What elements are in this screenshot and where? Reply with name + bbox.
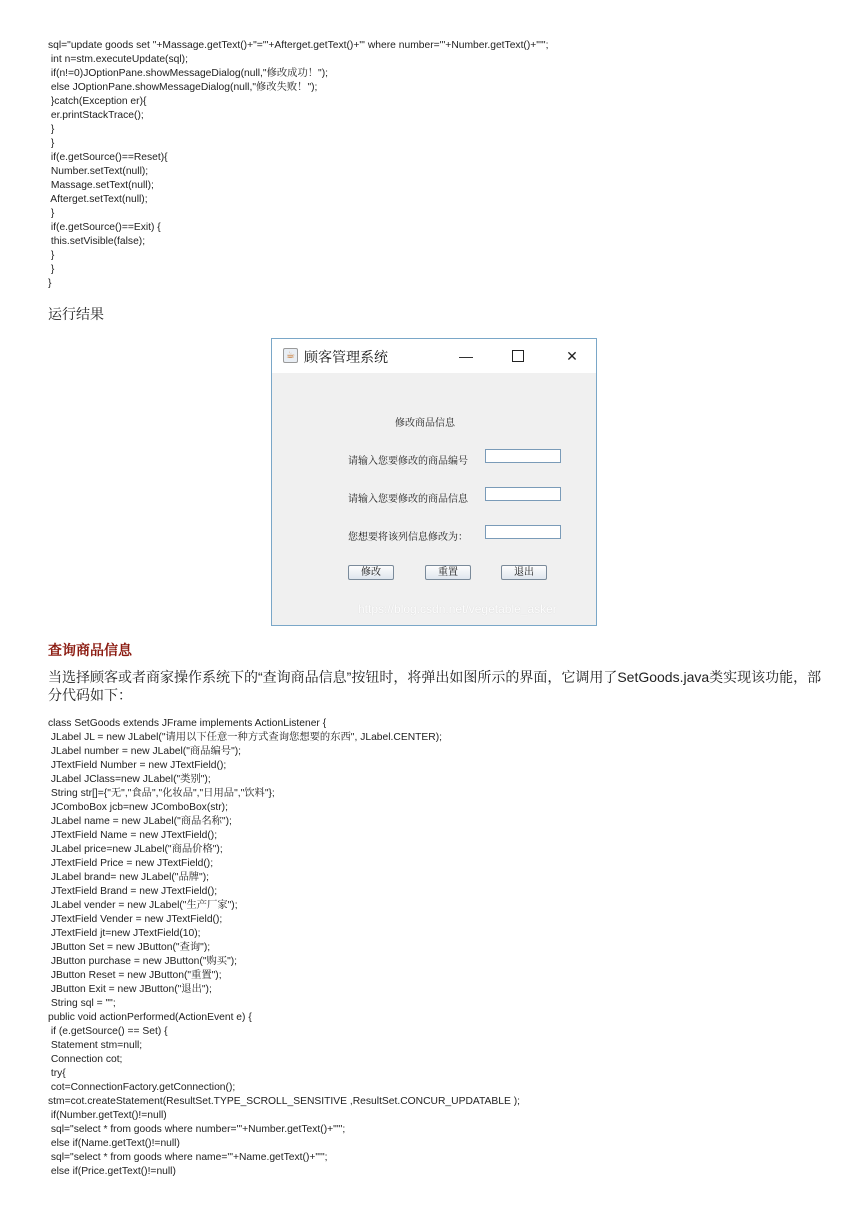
form-heading: 修改商品信息 (395, 418, 455, 429)
label-product-number: 请输入您要修改的商品编号 (348, 456, 468, 467)
section-heading: 查询商品信息 (48, 642, 132, 658)
reset-button[interactable]: 重置 (425, 565, 471, 580)
modify-button[interactable]: 修改 (348, 565, 394, 580)
app-window-screenshot (271, 338, 597, 626)
close-icon[interactable]: ✕ (566, 348, 578, 364)
window-titlebar (272, 339, 596, 373)
description-paragraph: 当选择顾客或者商家操作系统下的“查询商品信息”按钮时，将弹出如图所示的界面，它调用了SetGoods.java类实现该功能，部分代码如下： (48, 669, 822, 703)
window-title: 顾客管理系统 (304, 350, 388, 366)
maximize-icon[interactable] (505, 345, 531, 367)
label-product-info: 请输入您要修改的商品信息 (348, 494, 468, 505)
result-label: 运行结果 (48, 306, 104, 322)
minimize-icon[interactable]: — (459, 348, 473, 364)
new-value-input[interactable] (485, 525, 561, 539)
product-info-input[interactable] (485, 487, 561, 501)
code-block-bottom: class SetGoods extends JFrame implements ActionListener { JLabel JL = new JLabel("请用以下任意一种方式查询您想要的东西", JLabel.CENTER); JLabel number = new JLabel("商品编号"); JTextField Number = new JTextField(); JLabel JClass=new JLabel("类别"); String str[]={"无","食品","化妆品","日用品","饮料"}; JComboBox jcb=new JComboBox(str); JLabel name = new JLabel("商品名称"); JTextField Name = new JTextField(); JLabel price=new JLabel("商品价格"); JTextField Price = new JTextField(); JLabel brand= new JLabel("品牌"); JTextField Brand = new JTextField(); JLabel vender = new JLabel("生产厂家"); JTextField Vender = new JTextField(); JTextField jt=new JTextField(10); JButton Set = new JButton("查询"); JButton purchase = new JButton("购买"); JButton Reset = new JButton("重置"); JButton Exit = new JButton("退出"); String sql = ""; public void actionPerformed(ActionEvent e) { if (e.getSource() == Set) { Statement stm=null; Connection cot; try{ cot=ConnectionFactory.getConnection(); stm=cot.createStatement(ResultSet.TYPE_SCROLL_SENSITIVE ,ResultSet.CONCUR_UPDATABLE ); if(Number.getText()!=null) sql="select * from goods where number='"+Number.getText()+"'"; else if(Name.getText()!=null) sql="select * from goods where name='"+Name.getText()+"'"; else if(Price.getText()!=null) (48, 718, 521, 1177)
code-block-top: sql="update goods set "+Massage.getText()+"='"+Afterget.getText()+"' where number='"+Number.getText()+"'"; int n=stm.executeUpdate(sql); if(n!=0)JOptionPane.showMessageDialog(null,"修改成功！"); else JOptionPane.showMessageDialog(null,"修改失败！"); }catch(Exception er){ er.printStackTrace(); } } if(e.getSource()==Reset){ Number.setText(null); Massage.setText(null); Afterget.setText(null); } if(e.getSource()==Exit) { this.setVisible(false); } } } (48, 40, 549, 289)
product-number-input[interactable] (485, 449, 561, 463)
exit-button[interactable]: 退出 (501, 565, 547, 580)
label-new-value: 您想要将该列信息修改为： (348, 532, 468, 543)
java-cup-icon: ☕ (283, 348, 298, 363)
watermark: https://blog.csdn.net/vegetable_asker (358, 602, 557, 616)
